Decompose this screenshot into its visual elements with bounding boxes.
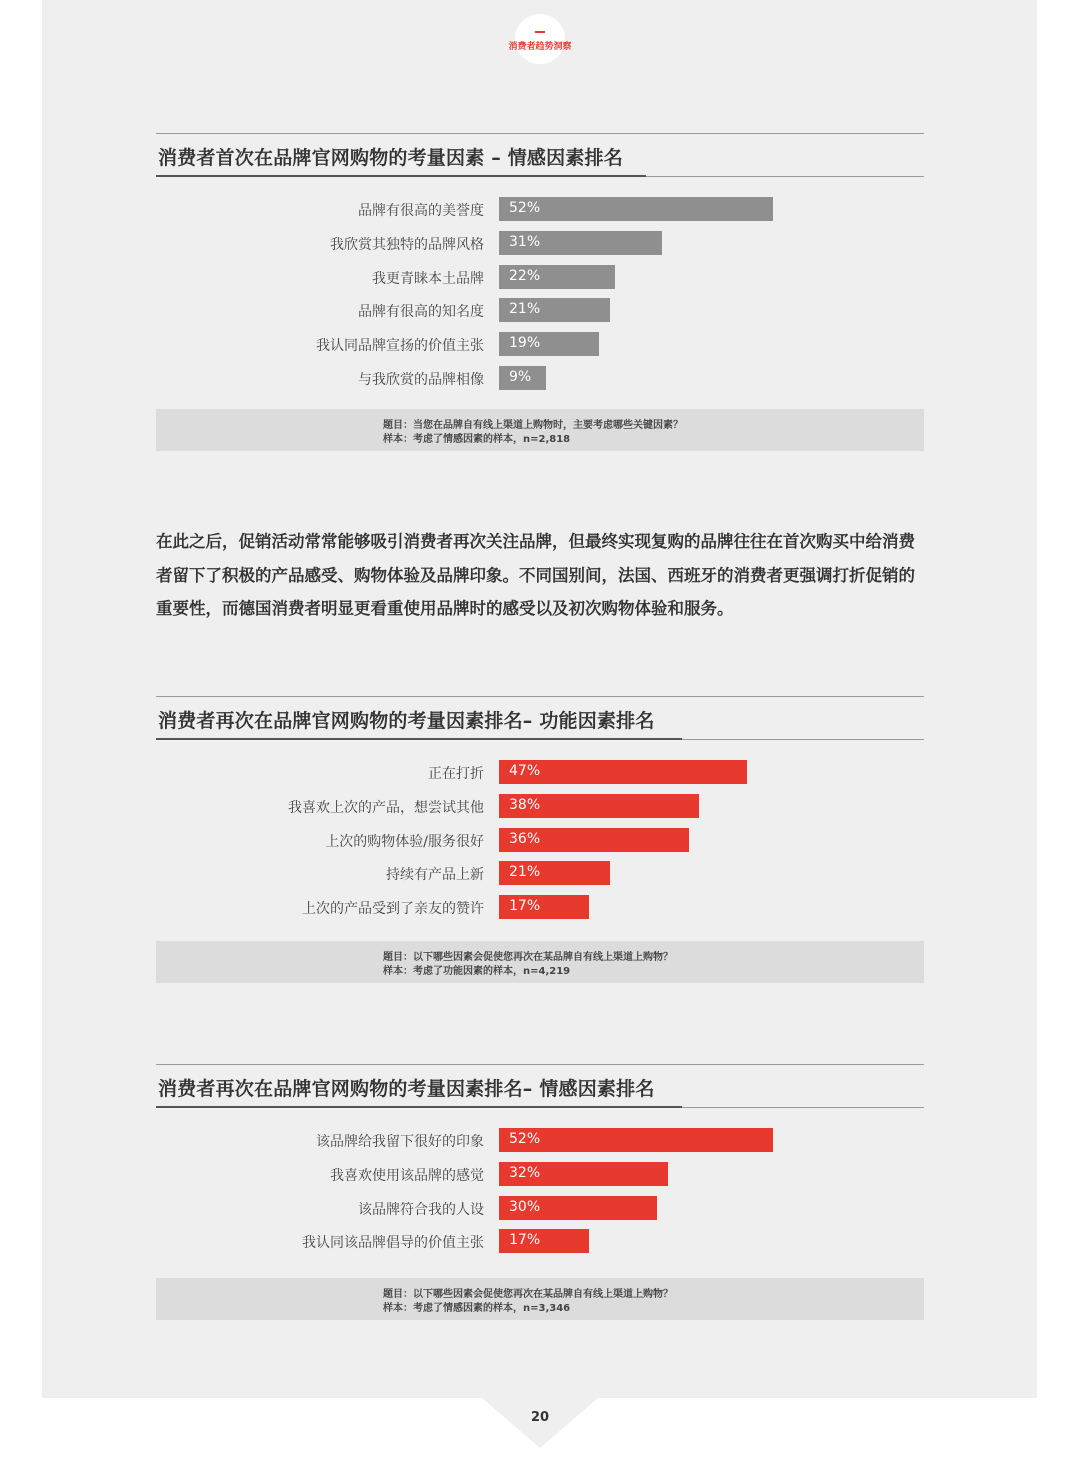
note-sample: 样本：考虑了功能因素的样本，n=4,219 <box>383 966 571 977</box>
note-sample: 样本：考虑了情感因素的样本，n=3,346 <box>383 1303 571 1314</box>
bar <box>499 298 610 322</box>
bar-row <box>156 231 924 255</box>
bar-category-label: 与我欣赏的品牌相像 <box>358 372 484 388</box>
header-accent-dash <box>535 31 545 33</box>
title-rule-accent <box>156 738 682 740</box>
section-top-rule <box>156 1064 924 1065</box>
bar-value-label: 31% <box>509 233 541 250</box>
bar-category-label: 正在打折 <box>428 766 484 782</box>
bar-category-label: 品牌有很高的美誉度 <box>358 203 484 219</box>
bar-row <box>156 1229 924 1253</box>
bar-category-label: 我喜欢使用该品牌的感觉 <box>330 1167 484 1184</box>
note-question: 题目：以下哪些因素会促使您再次在某品牌自有线上渠道上购物？ <box>383 1289 673 1300</box>
bar-row <box>156 197 924 221</box>
bar-value-label: 47% <box>509 763 541 779</box>
bar <box>499 1229 589 1253</box>
bar-value-label: 36% <box>509 830 541 847</box>
bar-category-label: 该品牌符合我的人设 <box>358 1201 484 1218</box>
bar-value-label: 32% <box>509 1164 541 1181</box>
title-rule-accent <box>156 1106 682 1108</box>
bar-value-label: 38% <box>509 796 541 813</box>
body-paragraph: 在此之后，促销活动常常能够吸引消费者再次关注品牌，但最终实现复购的品牌往往在首次购买中给消费者留下了积极的产品感受、购物体验及品牌印象。不同国别间，法国、西班牙的消费者更强调打折促销的重要性，而德国消费者明显更看重使用品牌时的感受以及初次购物体验和服务。 <box>156 532 915 618</box>
bar-value-label: 17% <box>509 898 541 915</box>
bar <box>499 828 689 852</box>
page-number: 20 <box>530 1410 550 1425</box>
bar-value-label: 21% <box>509 301 541 318</box>
bar-row <box>156 265 924 289</box>
section-top-rule <box>156 696 924 697</box>
bar <box>499 794 699 818</box>
bar <box>499 895 589 919</box>
bar-category-label: 持续有产品上新 <box>386 867 484 884</box>
header-badge <box>508 14 572 64</box>
bar-row <box>156 366 924 390</box>
bar-row <box>156 298 924 322</box>
bar-value-label: 52% <box>509 1131 541 1147</box>
bar-row <box>156 760 924 784</box>
note-question: 题目：以下哪些因素会促使您再次在某品牌自有线上渠道上购物？ <box>383 952 673 963</box>
bar-value-label: 17% <box>509 1232 541 1249</box>
bar <box>499 332 599 356</box>
chart-note-box <box>156 1278 924 1320</box>
section-top-rule <box>156 133 924 134</box>
bar-value-label: 52% <box>509 200 541 216</box>
bar-category-label: 我认同该品牌倡导的价值主张 <box>302 1235 484 1252</box>
bar-category-label: 上次的产品受到了亲友的赞许 <box>302 901 484 918</box>
chart-note-box <box>156 941 924 983</box>
bar-category-label: 上次的购物体验/服务很好 <box>325 833 484 850</box>
bar <box>499 1162 668 1186</box>
bar-category-label: 我更青睐本土品牌 <box>372 270 484 287</box>
bar <box>499 366 546 390</box>
note-sample: 样本：考虑了情感因素的样本，n=2,818 <box>383 434 571 445</box>
bar-value-label: 19% <box>509 335 541 352</box>
bar-value-label: 9% <box>509 369 532 385</box>
bar-value-label: 30% <box>509 1198 541 1215</box>
bar-row <box>156 332 924 356</box>
bar-row <box>156 828 924 852</box>
bar-category-label: 品牌有很高的知名度 <box>358 304 484 321</box>
bar-row <box>156 1128 924 1152</box>
bar-value-label: 22% <box>509 267 541 284</box>
header-badge-text: 消费者趋势洞察 <box>508 41 572 52</box>
bar <box>499 861 610 885</box>
note-question: 题目：当您在品牌自有线上渠道上购物时，主要考虑哪些关键因素？ <box>383 420 683 431</box>
bar <box>499 231 662 255</box>
bar <box>499 1196 657 1220</box>
chart-title: 消费者首次在品牌官网购物的考量因素 – 情感因素排名 <box>158 147 623 169</box>
chart-title: 消费者再次在品牌官网购物的考量因素排名– 功能因素排名 <box>158 710 655 732</box>
bar-value-label: 21% <box>509 864 541 881</box>
chart-section-3 <box>156 1064 924 1320</box>
bar-category-label: 我喜欢上次的产品，想尝试其他 <box>288 799 484 816</box>
chart-section-2 <box>156 696 924 983</box>
bar <box>499 197 773 221</box>
title-rule-accent <box>156 175 646 177</box>
bar-row <box>156 861 924 885</box>
bar-category-label: 我欣赏其独特的品牌风格 <box>330 236 484 253</box>
bar-category-label: 该品牌给我留下很好的印象 <box>316 1134 484 1150</box>
bar-row <box>156 895 924 919</box>
chart-title: 消费者再次在品牌官网购物的考量因素排名– 情感因素排名 <box>158 1078 655 1100</box>
bar <box>499 760 747 784</box>
chart-section-1 <box>156 133 924 451</box>
bar <box>499 1128 773 1152</box>
bar <box>499 265 615 289</box>
bar-category-label: 我认同品牌宣扬的价值主张 <box>316 338 484 355</box>
bar-row <box>156 794 924 818</box>
bar-row <box>156 1162 924 1186</box>
bar-row <box>156 1196 924 1220</box>
chart-note-box <box>156 409 924 451</box>
